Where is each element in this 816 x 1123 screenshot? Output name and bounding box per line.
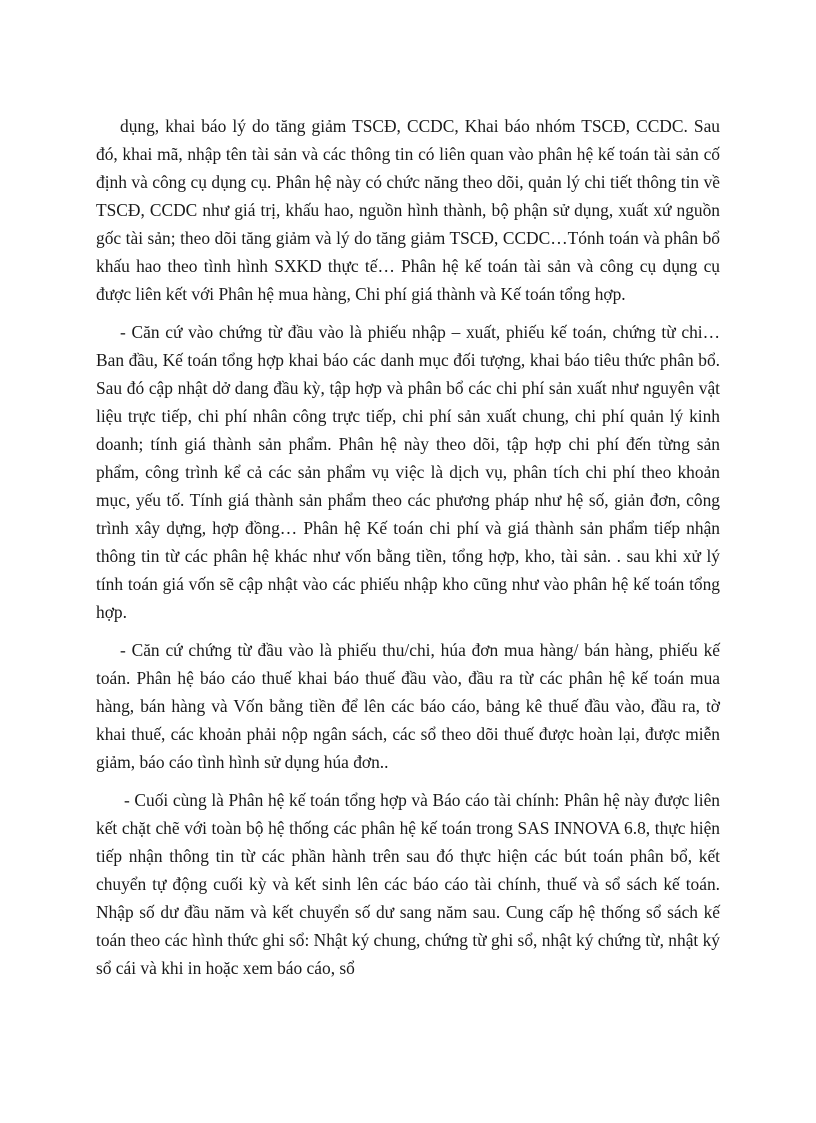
paragraph-general-ledger: - Cuối cùng là Phân hệ kế toán tổng hợp và Báo cáo tài chính: Phân hệ này được liên kết chặt chẽ với toàn bộ hệ thống các phân hệ kế toán trong SAS INNOVA 6.8, thực hiện tiếp nhận thông tin từ các phần hành trên sau đó thực hiện các bút toán phân bổ, kết chuyển tự động cuối kỳ và kết sinh lên các báo cáo tài chính, thuế và sổ sách kế toán. Nhập số dư đầu năm và kết chuyển số dư sang năm sau. Cung cấp hệ thống sổ sách kế toán theo các hình thức ghi sổ: Nhật ký chung, chứng từ ghi sổ, nhật ký chứng từ, nhật ký sổ cái và khi in hoặc xem báo cáo, sổ	[96, 790, 720, 978]
paragraph-fixed-assets: dụng, khai báo lý do tăng giảm TSCĐ, CCDC, Khai báo nhóm TSCĐ, CCDC. Sau đó, khai mã, nhập tên tài sản và các thông tin có liên quan vào phân hệ kế toán tài sản cố định và công cụ dụng cụ. Phân hệ này có chức năng theo dõi, quản lý chi tiết thông tin về TSCĐ, CCDC như giá trị, khấu hao, nguồn hình thành, bộ phận sử dụng, xuất xứ nguồn gốc tài sản; theo dõi tăng giảm và lý do tăng giảm TSCĐ, CCDC…Tónh toán và phân bổ khấu hao theo tình hình SXKD thực tế… Phân hệ kế toán tài sản và công cụ dụng cụ được liên kết với Phân hệ mua hàng, Chi phí giá thành và Kế toán tổng hợp.	[96, 116, 720, 304]
paragraph-tax-reporting: - Căn cứ chứng từ đầu vào là phiếu thu/chi, húa đơn mua hàng/ bán hàng, phiếu kế toán. Phân hệ báo cáo thuế khai báo thuế đầu vào, đầu ra từ các phân hệ kế toán mua hàng, bán hàng và Vốn bằng tiền để lên các báo cáo, bảng kê thuế đầu vào, đầu ra, tờ khai thuế, các khoản phải nộp ngân sách, các sổ theo dõi thuế được hoàn lại, được miễn giảm, báo cáo tình hình sử dụng húa đơn..	[96, 640, 720, 772]
paragraph-cost-accounting: - Căn cứ vào chứng từ đầu vào là phiếu nhập – xuất, phiếu kế toán, chứng từ chi…Ban đầu, Kế toán tổng hợp khai báo các danh mục đối tượng, khai báo tiêu thức phân bổ. Sau đó cập nhật dở dang đầu kỳ, tập hợp và phân bổ các chi phí sản xuất như nguyên vật liệu trực tiếp, chi phí nhân công trực tiếp, chi phí sản xuất chung, chi phí quản lý kinh doanh; tính giá thành sản phẩm. Phân hệ này theo dõi, tập hợp chi phí đến từng sản phẩm, công trình kể cả các sản phẩm vụ việc là dịch vụ, phân tích chi phí theo khoản mục, yếu tố. Tính giá thành sản phẩm theo các phương pháp như hệ số, giản đơn, công trình xây dựng, hợp đồng… Phân hệ Kế toán chi phí và giá thành sản phẩm tiếp nhận thông tin từ các phân hệ khác như vốn bằng tiền, tổng hợp, kho, tài sản. . sau khi xử lý tính toán giá vốn sẽ cập nhật vào các phiếu nhập kho cũng như vào phân hệ kế toán tổng hợp.	[96, 322, 720, 622]
body-text	[96, 112, 720, 982]
